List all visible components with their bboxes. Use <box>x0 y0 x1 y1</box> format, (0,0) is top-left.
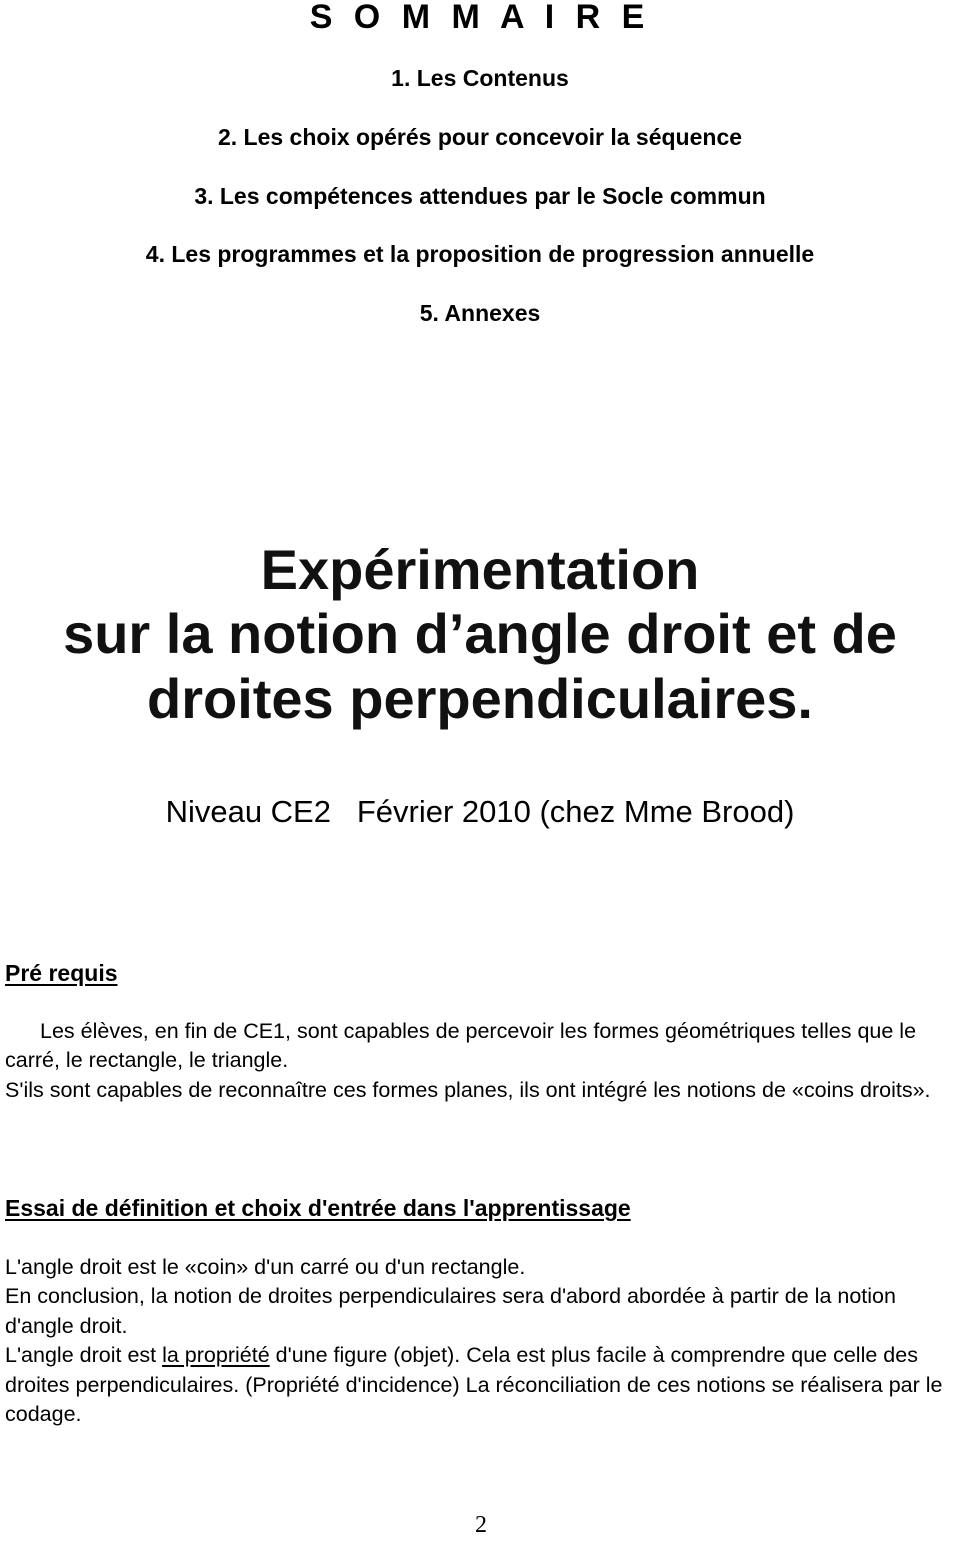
definition-p3-end: d'une figure (objet). Cela est plus facile à comprendre que celle des droites perpendiculaires. (Propriété d'incidence) La réconciliation de ces notions se réalisera par le codage. <box>5 1343 943 1427</box>
prerequis-paragraph-2: S'ils sont capables de reconnaître ces formes planes, ils ont intégré les notions de «coins droits». <box>5 1077 931 1102</box>
definition-p3-underlined: la propriété <box>162 1343 270 1368</box>
definition-paragraph-2: En conclusion, la notion de droites perpendiculaires sera d'abord abordée à partir de la notion d'angle droit. <box>5 1284 896 1338</box>
subtitle: Niveau CE2 Février 2010 (chez Mme Brood) <box>165 794 795 829</box>
definition-body <box>5 1253 960 1429</box>
toc-item-1: 1. Les Contenus <box>391 65 569 91</box>
page-number: 2 <box>475 1512 487 1538</box>
main-title-line-3: droites perpendiculaires. <box>147 667 813 730</box>
prerequis-body <box>5 1017 960 1105</box>
sommaire-title: S O M M A I R E <box>309 0 651 36</box>
prerequis-paragraph-1: Les élèves, en fin de CE1, sont capables de percevoir les formes géométriques telles que le carré, le rectangle, le triangle. <box>5 1019 917 1073</box>
definition-paragraph-1: L'angle droit est le «coin» d'un carré ou d'un rectangle. <box>5 1255 526 1279</box>
main-title-line-1: Expérimentation <box>260 538 700 601</box>
definition-heading: Essai de définition et choix d'entrée dans l'apprentissage <box>5 1195 631 1221</box>
definition-p3-start: L'angle droit est <box>5 1343 163 1368</box>
prerequis-heading: Pré requis <box>5 960 118 986</box>
definition-paragraph-3 <box>5 1341 960 1429</box>
main-title-line-2: sur la notion d’angle droit et de <box>63 602 897 665</box>
toc-item-5: 5. Annexes <box>419 300 541 326</box>
toc-item-4: 4. Les programmes et la proposition de progression annuelle <box>145 241 815 267</box>
toc-item-2: 2. Les choix opérés pour concevoir la séquence <box>217 124 743 150</box>
toc-item-3: 3. Les compétences attendues par le Socle commun <box>194 183 766 209</box>
